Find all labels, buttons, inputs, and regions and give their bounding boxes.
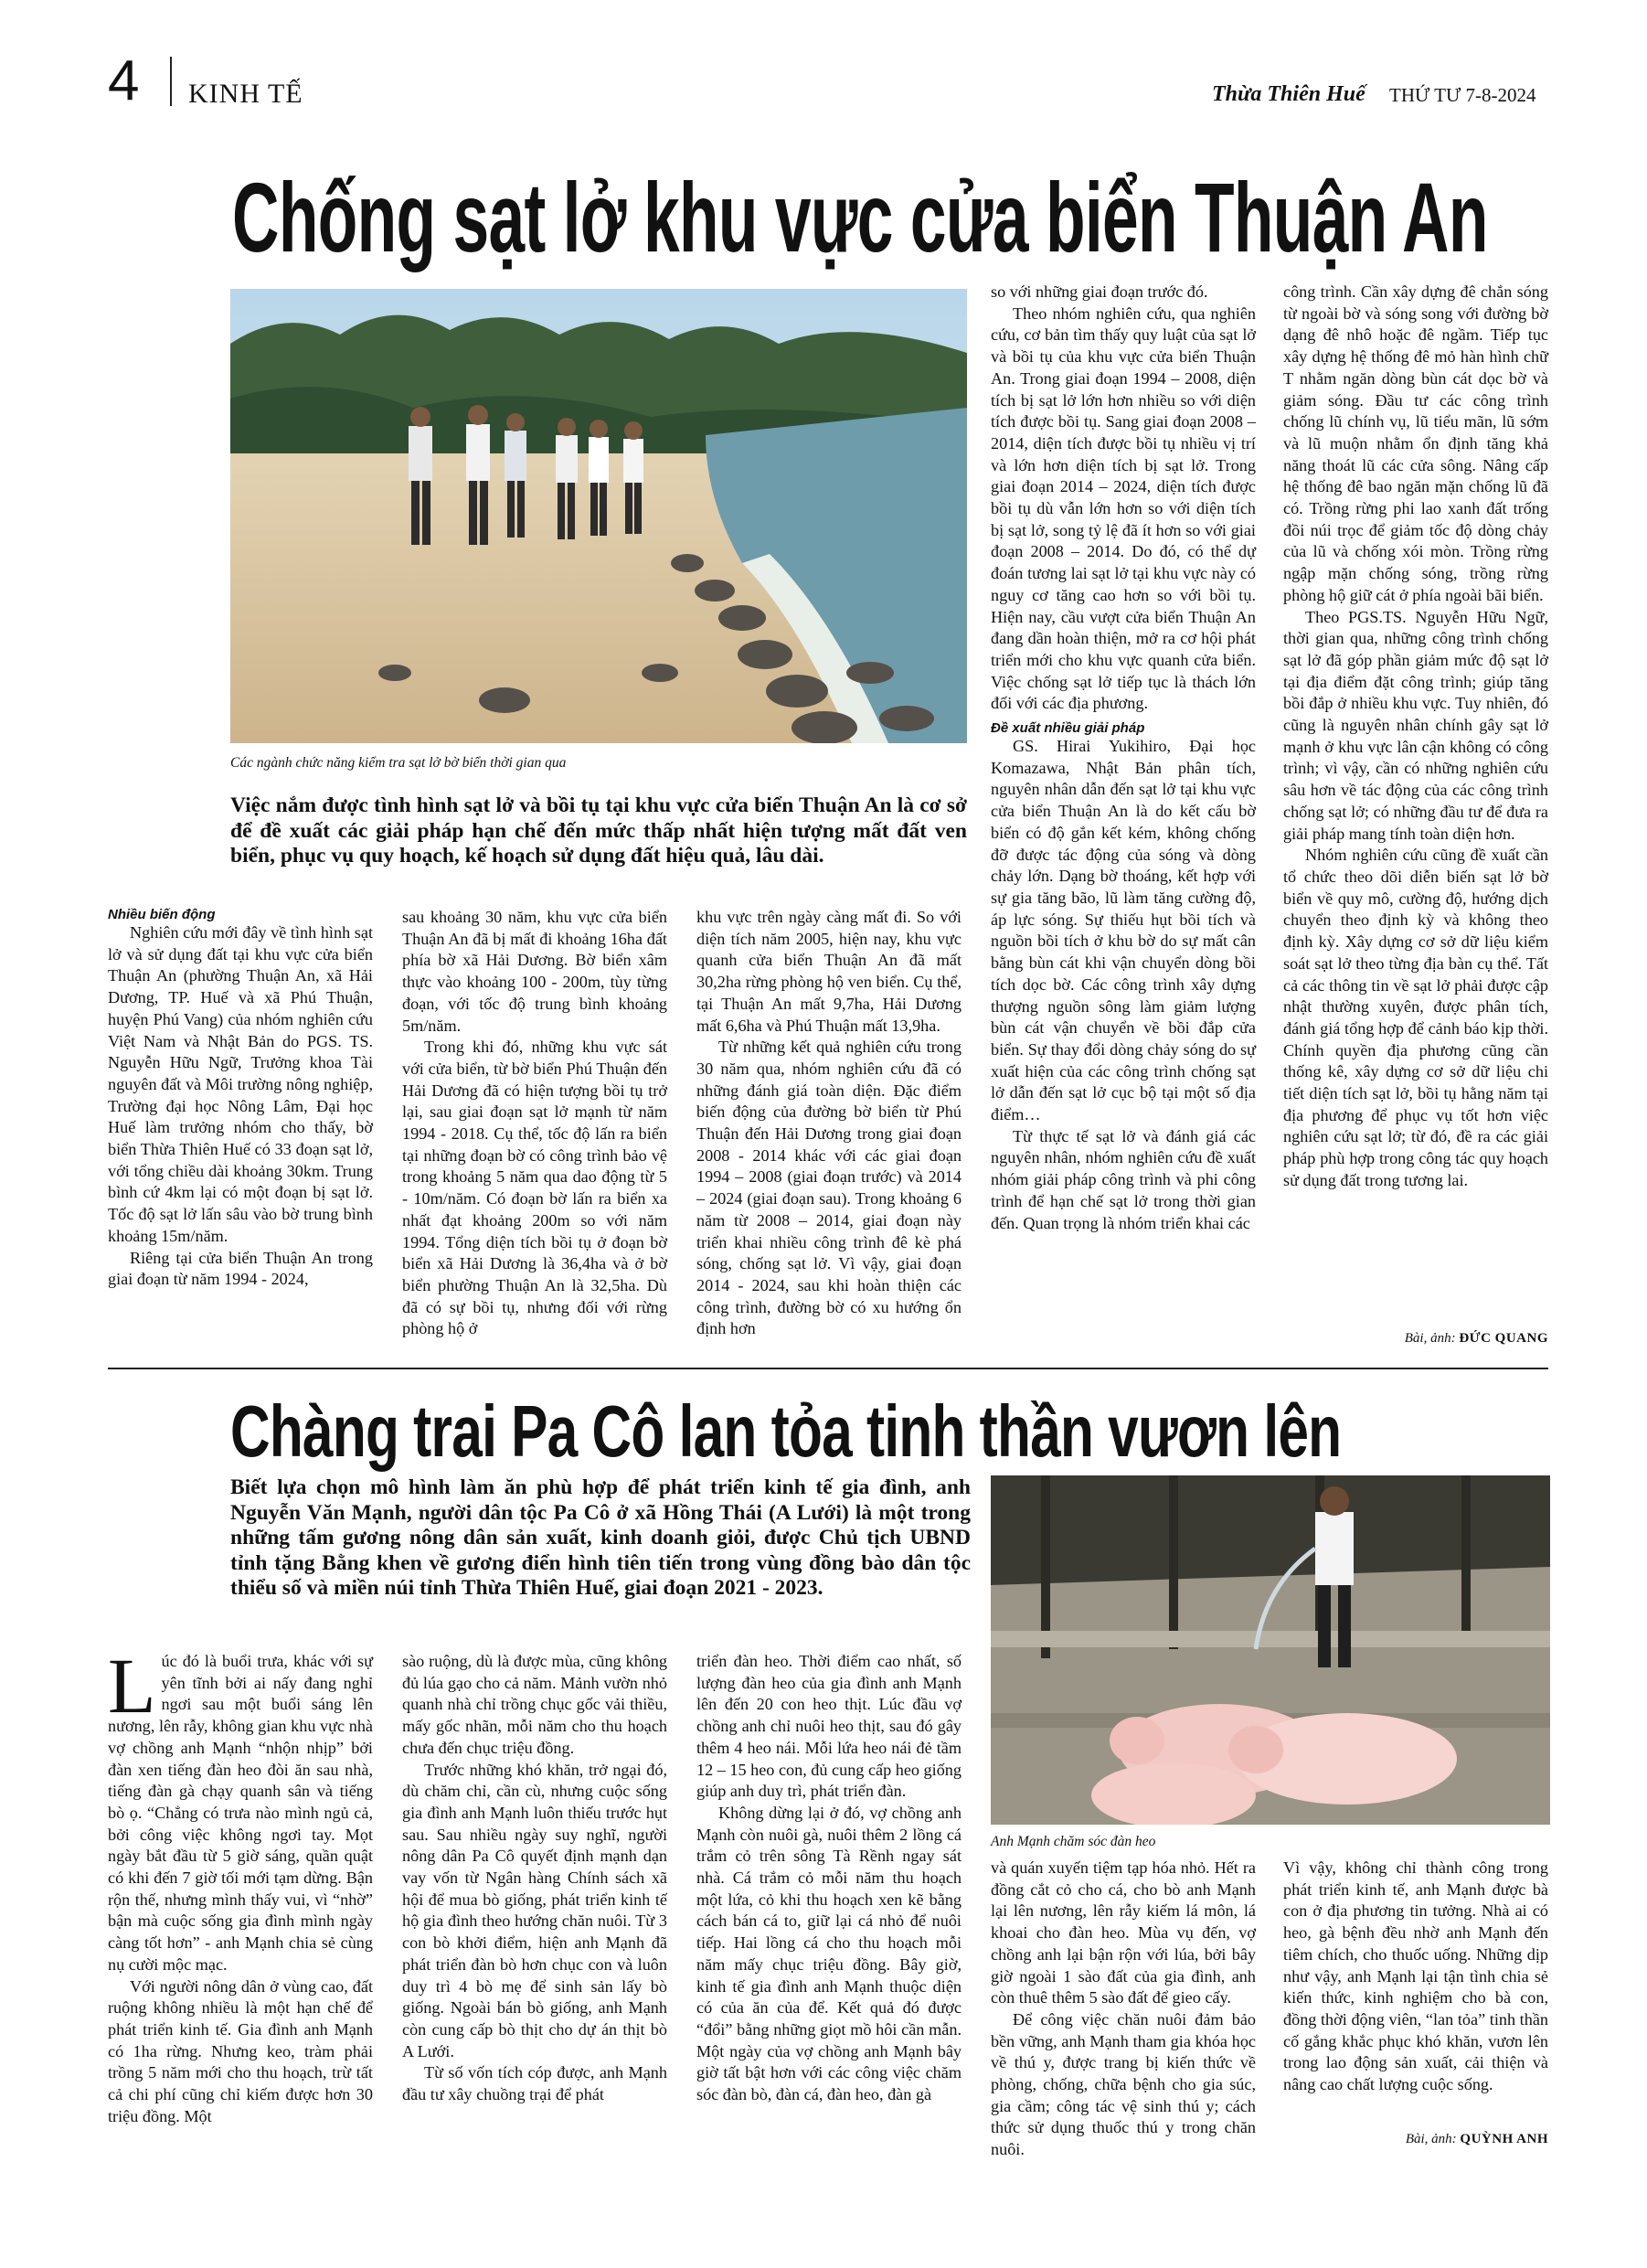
paragraph: sau khoảng 30 năm, khu vực cửa biển Thuận An đã bị mất đi khoảng 16ha đất phía bờ xã Hải Dương. Bờ biển xâm thực vào khoảng 100 - 200m, tùy từng đoạn, với tốc độ trung bình khoảng 5m/năm.: [402, 908, 667, 1035]
paragraph: Từ thực tế sạt lở và đánh giá các nguyên nhân, nhóm nghiên cứu đề xuất nhóm giải pháp công trình và phi công trình để hạn chế sạt lở trong thời gian đến. Quan trọng là nhóm triển khai các: [991, 1126, 1256, 1232]
issue-date: THỨ TƯ 7-8-2024: [1389, 84, 1536, 106]
article2-photo: [991, 1475, 1550, 1825]
paragraph: và quán xuyến tiệm tạp hóa nhỏ. Hết ra đồng cắt cỏ cho cá, cho bò anh Mạnh lại lên nương, lên rẫy kiếm lá môn, lá khoai cho đàn heo. Mùa vụ đến, vợ chồng anh lại bận rộn với lúa, bởi bây giờ ngoài 1 sào đất của gia đình, anh còn thuê thêm 5 sào đất để gieo cấy.: [991, 1858, 1256, 2007]
article1-title: Chống sạt lở khu vực cửa biển Thuận An: [232, 162, 1488, 272]
article1-col1-text: [108, 922, 373, 1291]
article2-byline: [1283, 2132, 1548, 2147]
paragraph: khu vực trên ngày càng mất đi. So với diện tích năm 2005, hiện nay, khu vực quanh cửa biển Thuận An đã mất 30,2ha rừng phòng hộ ven biển. Cụ thể, tại Thuận An mất 9,7ha, Hải Dương mất 6,6ha và Phú Thuận mất 13,9ha.: [696, 908, 962, 1035]
paragraph: Riêng tại cửa biển Thuận An trong giai đoạn từ năm 1994 - 2024,: [108, 1248, 373, 1289]
paragraph: Vì vậy, không chỉ thành công trong phát triển kinh tế, anh Mạnh được bà con ở địa phương tin tưởng. Nhà ai có heo, gà bệnh đều nhờ anh Mạnh đến tiêm chích, cho thuốc uống. Những dịp như vậy, anh Mạnh lại tận tình chia sẻ kiến thức, kinh nghiệm cho bà con, đồng thời động viên, “lan tỏa” tinh thần cố gắng khắc phục khó khăn, vươn lên trong lao động sản xuất, cải thiện và nâng cao chất lượng cuộc sống.: [1283, 1858, 1548, 2094]
paragraph: Từ những kết quả nghiên cứu trong 30 năm qua, nhóm nghiên cứu đã có những đánh giá toàn diện. Đặc điểm biến động của đường bờ biển từ Phú Thuận đến Hải Dương trong giai đoạn 2008 - 2014 khác với các giai đoạn 1994 – 2008 (giai đoạn trước) và 2014 – 2024 (giai đoạn sau). Trong khoảng 6 năm từ 2008 – 2014, giai đoạn này triển khai nhiều công trình đê kè phá sóng, chống sạt lở. Vì vậy, giai đoạn 2014 - 2024, sau khi hoàn thiện các công trình, đường bờ có xu hướng ổn định hơn: [696, 1038, 962, 1338]
article2-col2: [402, 1651, 667, 2106]
article-separator: [108, 1368, 1548, 1369]
article2-col3: [696, 1651, 962, 2106]
paragraph: Nhóm nghiên cứu cũng đề xuất cần tổ chức theo dõi diễn biến sạt lở bờ biển về quy mô, cường độ, hướng dịch chuyển theo định kỳ và không theo định kỳ. Xây dựng cơ sở dữ liệu kiểm soát sạt lở theo từng địa bàn cụ thể. Tất cả các thông tin về sạt lở phải được cập nhật thường xuyên, được phân tích, đánh giá tổng hợp để cảnh báo kịp thời. Chính quyền địa phương cũng cần thống kê, xây dựng cơ sở dữ liệu chi tiết diện tích sạt lở, bồi tụ hằng năm tại địa phương để phục vụ tốt hơn việc nghiên cứu sạt lở; từ đó, đề ra các giải pháp phù hợp trong công tác quy hoạch sử dụng đất trong tương lai.: [1283, 846, 1548, 1189]
drop-cap: L: [108, 1642, 156, 1730]
paragraph: Theo PGS.TS. Nguyễn Hữu Ngữ, thời gian qua, những công trình chống sạt lở đã góp phần giảm mức độ sạt lở tại địa điểm đặt công trình; giúp tăng bồi đắp ở nhiều khu vực. Tuy nhiên, đó cũng là nguyên nhân chính gây sạt lở mạnh ở khu vực lân cận không có công trình; vì vậy, cần có những nghiên cứu sâu hơn về tác động của các công trình chống sạt lở; có những đầu tư để đưa ra giải pháp mang tính toàn diện hơn.: [1283, 607, 1548, 843]
paragraph: công trình. Cần xây dựng đê chắn sóng từ ngoài bờ và sóng song với đường bờ dạng đê nhô hoặc đê ngầm. Tiếp tục xây dựng hệ thống đê mỏ hàn hình chữ T nhằm ngăn dòng bùn cát dọc bờ và giảm sóng. Đầu tư các công trình chống lũ chính vụ, lũ tiểu mãn, lũ sớm và lũ muộn nhằm ổn định tăng khả năng thoát lũ các cửa sông. Nâng cấp hệ thống đê bao ngăn mặn chống lũ đã có. Trồng rừng phi lao xanh đất trống đồi núi trọc để giảm tốc độ dòng chảy của lũ và chống xói mòn. Trồng rừng ngập mặn chống sóng, trồng rừng phòng hộ giữ cát ở phía ngoài bãi biển.: [1283, 282, 1548, 604]
article1-photo: [230, 289, 967, 743]
article2-col1: [108, 1642, 373, 2127]
paragraph: Theo nhóm nghiên cứu, qua nghiên cứu, cơ bản tìm thấy quy luật của sạt lở và bồi tụ của khu vực cửa biển Thuận An. Trong giai đoạn 1994 – 2008, diện tích bị sạt lở lớn hơn nhiều so với diện tích được bồi tụ. Sang giai đoạn 2008 – 2014, diện tích được bồi tụ nhiều vị trí và lớn hơn diện tích bị sạt lở. Trong giai đoạn 2014 – 2024, diện tích được bồi tụ dù vẫn lớn hơn so với diện tích bị sạt lở, song tỷ lệ đã ít hơn so với giai đoạn 2008 – 2014. Do đó, có thể dự đoán tương lai sạt lở tại khu vực này có nguy cơ tăng cao hơn so với bồi tụ. Hiện nay, cầu vượt cửa biển Thuận An đang dần hoàn thiện, mở ra cơ hội phát triển mới cho khu vực quanh cửa biển. Việc chống sạt lở tiếp tục là thách lớn đối với các địa phương.: [991, 303, 1256, 713]
article2-lead: Biết lựa chọn mô hình làm ăn phù hợp để phát triển kinh tế gia đình, anh Nguyễn Văn Mạnh, người dân tộc Pa Cô ở xã Hồng Thái (A Lưới) là một trong những tấm gương nông dân sản xuất, kinh doanh giỏi, được Chủ tịch UBND tỉnh tặng Bằng khen về gương điển hình tiên tiến trong vùng đồng bào dân tộc thiểu số và miền núi tỉnh Thừa Thiên Huế, giai đoạn 2021 - 2023.: [230, 1475, 971, 1600]
article1-col5: [1283, 282, 1548, 1192]
paragraph: Trong khi đó, những khu vực sát với cửa biển, từ bờ biển Phú Thuận đến Hải Dương đã có hiện tượng bồi tụ trở lại, sau giai đoạn sạt lở mạnh từ năm 1994 - 2018. Cụ thể, tốc độ lấn ra biển tại những đoạn bờ có công trình bảo vệ trong khoảng 5 năm qua dao động từ 5 - 10m/năm. Có đoạn bờ lấn ra biển xa nhất đạt khoảng 200m so với năm 1994. Tổng diện tích bồi tụ ở đoạn bờ biển xã Hải Dương là 36,4ha và ở bờ biển phường Thuận An là 32,5ha. Dù đã có sự bồi tụ, nhưng đối với rừng phòng hộ ở: [402, 1038, 667, 1338]
paragraph: so với những giai đoạn trước đó.: [991, 282, 1208, 301]
byline-label: Bài, ảnh:: [1404, 1331, 1456, 1346]
byline-author: ĐỨC QUANG: [1459, 1331, 1548, 1346]
page-number: 4: [108, 49, 140, 112]
paragraph: Không dừng lại ở đó, vợ chồng anh Mạnh còn nuôi gà, nuôi thêm 2 lồng cá trắm cỏ trên sông Tà Rềnh ngay sát nhà. Cá trắm cỏ mỗi năm thu hoạch một lứa, cỏ khi thu hoạch xen kẽ bằng cách bán cá to, giữ lại cá nhỏ để nuôi tiếp. Hai lồng cá cho thu hoạch mỗi năm mấy chục triệu đồng. Bây giờ, kinh tế gia đình anh Mạnh thuộc diện có của ăn của để. Kết quả đó được “đổi” bằng những giọt mồ hôi cần mẫn. Một ngày của vợ chồng anh Mạnh bây giờ tất bật hơn với các công việc chăm sóc đàn bò, đàn cá, đàn heo, đàn gà: [696, 1803, 962, 2104]
byline-label: Bài, ảnh:: [1405, 2132, 1457, 2146]
paragraph: úc đó là buổi trưa, khác với sự yên tĩnh bởi ai nấy đang nghỉ ngơi sau một buổi sáng lên nương, lên rẫy, không gian khu vực nhà vợ chồng anh Mạnh “nhộn nhịp” bởi đàn xen tiếng đàn heo đòi ăn sau nhà, tiếng đàn gà chạy quanh sân và tiếng bò ọ. “Chẳng có trưa nào mình ngủ cả, bởi công việc không ngơi tay. Mọt ngày bắt đầu từ 5 giờ sáng, quần quật có khi đến 7 giờ tối mới tạm dừng. Bận rộn thế, nhưng mình thấy vui, vì “nhờ” bận mà cuộc sống gia đình mình ngày càng tốt hơn” - anh Mạnh chia sẻ cùng nụ cười mộc mạc.: [108, 1652, 373, 1974]
section-name: KINH TẾ: [188, 79, 303, 109]
paragraph: Nghiên cứu mới đây về tình hình sạt lở và sử dụng đất tại khu vực cửa biển Thuận An (phường Thuận An, xã Hải Dương, TP. Huế và xã Phú Thuận, huyện Phú Vang) của nhóm nghiên cứu Việt Nam và Nhật Bản do PGS. TS. Nguyễn Hữu Ngữ, Trưởng khoa Tài nguyên đất và Môi trường nông nghiệp, Trường đại học Nông Lâm, Đại học Huế làm trưởng nhóm cho thấy, bờ biển Thừa Thiên Huế có 33 đoạn sạt lở, với tổng chiều dài khoảng 30km. Trung bình cứ 4km lại có một đoạn bị sạt lở. Tốc độ sạt lở lấn sâu vào bờ trung bình khoảng 15m/năm.: [108, 923, 373, 1245]
paragraph: triển đàn heo. Thời điểm cao nhất, số lượng đàn heo của gia đình anh Mạnh lên đến 20 con heo thịt. Lúc đầu vợ chồng anh chỉ nuôi heo thịt, sau đó gây thêm 4 heo nái. Mỗi lứa heo nái đẻ tầm 12 – 15 heo con, đủ cung cấp heo giống giúp anh duy trì, phát triển đàn.: [696, 1652, 962, 1801]
article2-col4: [991, 1858, 1256, 2161]
byline-author: QUỲNH ANH: [1460, 2132, 1548, 2146]
header-divider: [170, 57, 172, 106]
article1-photo-caption: Các ngành chức năng kiểm tra sạt lở bờ biển thời gian qua: [230, 755, 567, 771]
article1-col1: [108, 907, 373, 1291]
article1-subhead-changes: Nhiều biến động: [108, 907, 216, 922]
paragraph: Để công việc chăn nuôi đảm bảo bền vững, anh Mạnh tham gia khóa học về thú y, được trang bị kiến thức về phòng, chống, chữa bệnh cho gia súc, gia cầm; công tác vệ sinh thú y; cách thức sử dụng thuốc thú y trong chăn nuôi.: [991, 2009, 1256, 2159]
publication-name: Thừa Thiên Huế: [1212, 82, 1365, 106]
paragraph: sào ruộng, dù là được mùa, cũng không đủ lúa gạo cho cả năm. Mảnh vườn nhỏ quanh nhà chỉ trồng chục gốc vải thiều, mấy gốc nhãn, mỗi năm cho thu hoạch chưa đến chục triệu đồng.: [402, 1652, 667, 1757]
article1-byline: [1283, 1331, 1548, 1347]
article2-photo-caption: Anh Mạnh chăm sóc đàn heo: [991, 1834, 1156, 1849]
article2-col5: [1283, 1858, 1548, 2096]
article1-col3: [696, 907, 962, 1340]
paragraph: Trước những khó khăn, trở ngại đó, dù chăm chỉ, cần cù, nhưng cuộc sống gia đình anh Mạnh luôn thiếu trước hụt sau. Sau nhiều ngày suy nghĩ, người nông dân Pa Cô quyết định mạnh dạn vay vốn từ Ngân hàng Chính sách xã hội để mua bò giống, phát triển kinh tế hộ gia đình theo hướng chăn nuôi. Từ 3 con bò khởi điểm, hiện anh Mạnh đã phát triển đàn bò hơn chục con và luôn duy trì 4 bò mẹ để sinh sản lấy bò giống. Ngoài bán bò giống, anh Mạnh còn cung cấp bò thịt cho dự án thịt bò A Lưới.: [402, 1760, 667, 2060]
article1-col2: [402, 907, 667, 1340]
paragraph: GS. Hirai Yukihiro, Đại học Komazawa, Nhật Bản phân tích, nguyên nhân dẫn đến sạt lở tại khu vực cửa biển Thuận An là do kết cấu bờ biển có độ gắn kết kém, không chống đỡ được tác động của sóng và dòng chảy lớn. Dạng bờ thoáng, kết hợp với sự gia tăng bão, lũ làm tăng cường độ, áp lực sóng. Sự thiếu hụt bồi tích và nguồn bồi tích ở khu bờ do sự mất cân bằng bùn cát khi vận chuyển dòng bồi tích dọc bờ. Các công trình xây dựng thượng nguồn sông làm giảm lượng bùn cát vận chuyển về bồi đắp cửa biển. Sự thay đổi dòng chảy sóng do sự xuất hiện của các công trình chống sạt lở dẫn đến sạt lở cục bộ tại một số địa điểm…: [991, 737, 1256, 1124]
paragraph: Với người nông dân ở vùng cao, đất ruộng không nhiều là một hạn chế để phát triển kinh tế. Gia đình anh Mạnh có 1ha rừng. Nhưng keo, tràm phải trồng 5 năm mới cho thu hoạch, trừ tất cả chi phí cũng chỉ kiếm được hơn 30 triệu đồng. Một: [108, 1976, 373, 2125]
article1-col4: [991, 282, 1256, 1234]
article2-title: Chàng trai Pa Cô lan tỏa tinh thần vươn lên: [230, 1390, 1342, 1472]
article1-lead: Việc nắm được tình hình sạt lở và bồi tụ tại khu vực cửa biển Thuận An là cơ sở để đề xuất các giải pháp hạn chế đến mức thấp nhất hiện tượng mất đất ven biển, phục vụ quy hoạch, kế hoạch sử dụng đất hiệu quả, lâu dài.: [230, 793, 967, 868]
paragraph: Từ số vốn tích cóp được, anh Mạnh đầu tư xây chuồng trại để phát: [402, 2063, 667, 2104]
article1-subhead-solutions: Đề xuất nhiều giải pháp: [991, 720, 1145, 737]
